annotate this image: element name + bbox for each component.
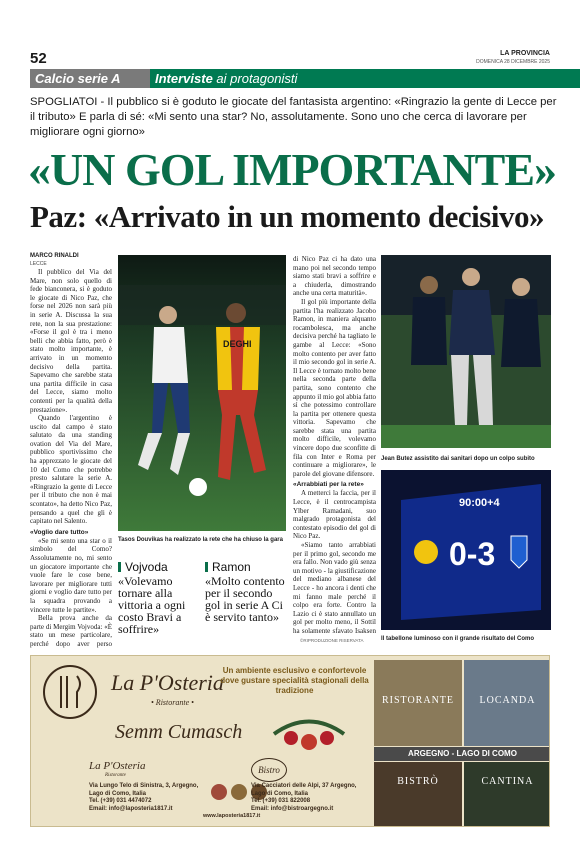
match-action-image — [118, 255, 286, 531]
ad-left-contact — [89, 783, 209, 813]
subheading: «Arrabbiati per la rete» — [293, 481, 364, 489]
scoreboard-image — [381, 470, 551, 630]
headline: «UN GOL IMPORTANTE» — [28, 144, 557, 195]
subheading: «Voglio dare tutto» — [30, 528, 89, 536]
article-column-3 — [293, 255, 376, 635]
quote-text: «Molto contento per il secondo gol in serie A Ci è servito tanto» — [205, 574, 285, 624]
section-sub-bold: Interviste — [155, 71, 213, 86]
ad-left-phone: Tel. (+39) 031 4474072 — [89, 798, 152, 804]
award-badge-icon — [231, 784, 247, 800]
section-sub-label — [150, 69, 580, 88]
paper-name: LA PROVINCIA — [500, 50, 550, 57]
ad-right-contact — [251, 783, 371, 813]
quote-author-name: Vojvoda — [125, 560, 168, 574]
quote-author — [205, 560, 289, 574]
main-photo — [118, 255, 286, 531]
paragraph: «Se mi sento una star o il simbolo del Como? Assolutamente no, mi sento un giocatore importante che vuole fare le cose bene, lavorare per migliorare tutti giorni e voglio dare tutto per la squadra provando a vincere tutte le partite». — [30, 536, 112, 614]
paragraph: Il gol più importante della partita l'ha realizzato Jacobo Ramon, in maniera alquanto rocambolesca, ma anche decisiva perché ha tagliato le gambe al Lecce: «Sono molto contento per aver fatto il mio secondo gol in serie A. Il Lecce è tornato molto bene nella seconda parte della partita, sono contento che appunto il mio gol abbia fatto sì che potessimo controllare la partita per ottenere questa vittoria. Sapevamo che sarebbe stata una partita molto difficile, volevamo vincere dopo due sconfitte di fila con Inter e Roma per continuare a migliorare», le parole del giovane difensore. — [293, 297, 376, 478]
byline: MARCO RINALDI — [30, 253, 79, 259]
quote-bar-icon — [205, 562, 208, 572]
ad-restaurant-name: La P'Osteria — [111, 670, 224, 695]
copyright-notice: ©RIPRODUZIONE RISERVATA — [300, 638, 364, 643]
ad-slogan: Un ambiente esclusivo e confortevole dove gustare specialità stagionali della tradizione — [220, 666, 369, 695]
scoreboard-photo — [381, 470, 551, 630]
quote-bar-icon — [118, 562, 121, 572]
ad-tile-locanda: LOCANDA — [464, 660, 550, 746]
kicker: SPOGLIATOI - Il pubblico si è goduto le giocate del fantasista argentino: «Ringrazio la gente di Lecce per il tributo» E parla di sé: «Mi sento una star? No, assolutamente. Sono uno che cerca di lavorare per migliorare ogni giorno» — [30, 96, 557, 138]
goalkeeper-assisted-image — [381, 255, 551, 448]
ad-left-email: Email: info@laposteria1817.it — [89, 805, 173, 812]
ad-restaurant-sub: • Ristorante • — [151, 698, 194, 707]
ad-tile-cantina: CANTINA — [464, 762, 550, 826]
ad-right-phone: Tel. (+39) 031 822008 — [251, 798, 311, 804]
ad-left-logo-sub: Ristorante — [105, 773, 126, 778]
lecce-crest-icon — [414, 540, 438, 564]
paragraph: di Nico Paz ci ha dato una mano poi nel secondo tempo siamo stati bravi a soffrire e a chiuderla, dimostrando anche una certa maturità». — [293, 255, 376, 298]
ad-location-bar: ARGEGNO - LAGO DI COMO — [374, 747, 550, 761]
ad-website: www.laposteria1817.it — [203, 813, 261, 819]
quote-text: «Volevamo tornare alla vittoria a ogni costo Bravi a soffrire» — [118, 574, 186, 636]
article-column-1 — [30, 268, 112, 650]
ad-right-email: Email: info@bistroargegno.it — [251, 805, 334, 812]
pull-quote-ramon — [205, 560, 289, 623]
top-right-caption: Jean Butez assistito dai sanitari dopo un colpo subito — [381, 456, 535, 462]
ad-right-address: Via Cacciatori delle Alpi, 37 Argegno, Lago di Como, Italia — [251, 783, 357, 797]
paragraph: Bella prova anche da parte di Mergim Vojvoda: «È stato un mese particolare, perché dopo aver perso — [30, 614, 112, 648]
subhead: Paz: «Arrivato in un momento decisivo» — [30, 199, 544, 234]
scoreboard-caption: Il tabellone luminoso con il grande risultato del Como — [381, 636, 535, 642]
quote-author-name: Ramon — [212, 560, 251, 574]
award-badge-icon — [211, 784, 227, 800]
ad-greeting: Semm Cumasch — [115, 721, 243, 743]
paragraph: «Siamo tanto arrabbiati per il primo gol, secondo me era fallo. Non vado giù senza un motivo - la giustificazione del mediano albanese del Lecce - ho ancora i denti che mi fanno male perché il colpo era forte. Contro la Lazio ci è stato annullato un gol per molto meno, il Sottil ha solamente sfavato Isaksen — [293, 541, 376, 635]
restaurant-logo-icon — [39, 662, 101, 722]
sponsor-text: DEGHI — [223, 339, 252, 349]
paragraph: Il pubblico del Via del Mare, non solo quello di fede bianconera, si è goduto le giocate di Nico Paz, che forse nel 2026 non sarà più in serie A. Discussa la sua rete, non la sua prestazione: «Forse il gol è tra i meno belli che abbia fatto, però è stato molto importante, è arrivato in un momento decisivo della partita. Sapevamo che sarebbe stata una partita difficile in casa del Lecce, siamo molto contenti per la qualità della prestazione». — [30, 268, 112, 414]
ad-tile-ristorante: RISTORANTE — [374, 660, 462, 746]
pull-quote-vojvoda — [118, 560, 202, 635]
main-photo-caption: Tasos Douvikas ha realizzato la rete che ha chiuso la gara — [118, 537, 283, 543]
scoreboard-time: 90:00+4 — [459, 497, 500, 509]
quote-author — [118, 560, 202, 574]
page-number: 52 — [30, 50, 47, 67]
issue-date: DOMENICA 28 DICEMBRE 2025 — [476, 59, 550, 65]
dateline-place: LECCE — [30, 261, 47, 267]
section-sub-rest: ai protagonisti — [212, 71, 298, 86]
paragraph: Quando l'argentino è uscito dal campo è stato salutato da una standing ovation del Via del Mare, pubblico sportivissimo che ha apprezzato le giocate del 10 del Como che potrebbe presto salutare la serie A. «Ringrazio la gente di Lecce per il tributo che non è mai scontato», ha detto Nico Paz, pensando a quel che gli è capitato nel Salento. — [30, 414, 112, 526]
ornament-decoration-icon — [269, 704, 349, 752]
ad-left-logo: La P'Osteria — [89, 760, 146, 772]
ad-tile-bistro: BISTRÒ — [374, 762, 462, 826]
ad-bistro-logo: Bistro — [251, 758, 287, 782]
advertisement — [30, 655, 550, 827]
top-right-photo — [381, 255, 551, 448]
ad-left-address: Via Lungo Telo di Sinistra, 3, Argegno, Lago di Como, Italia — [89, 783, 199, 797]
masthead — [476, 50, 550, 66]
scoreboard-score: 0-3 — [449, 536, 496, 572]
section-label: Calcio serie A — [30, 69, 150, 88]
paragraph: A metterci la faccia, per il Lecce, è il centrocampista Ylber Ramadani, suo malgrado protagonista del contestato episodio del gol di Nico Paz. — [293, 489, 376, 541]
